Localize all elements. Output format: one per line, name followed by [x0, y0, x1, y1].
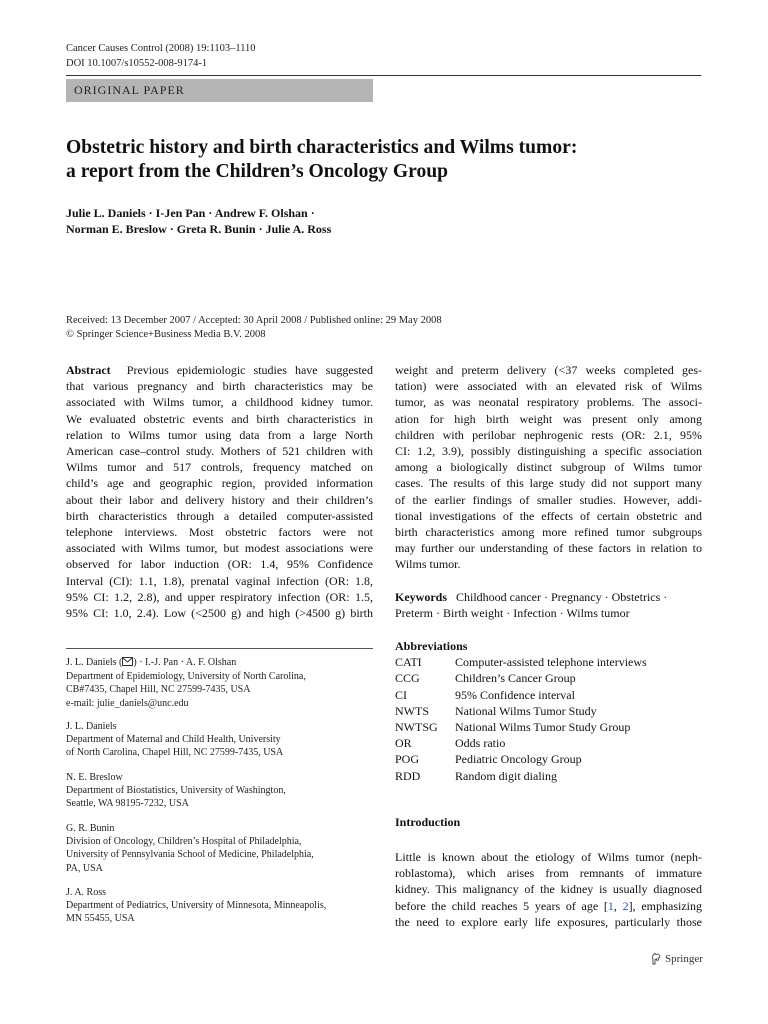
abbreviation-value: Pediatric Oncology Group [455, 752, 582, 767]
abstract-line: child’s age and geographic region, provided information [66, 476, 373, 491]
affiliation-line: CB#7435, Chapel Hill, NC 27599-7435, USA [66, 684, 251, 696]
abstract-label: Abstract [66, 363, 111, 377]
abstract-line: associated with Wilms tumor, but modest associations were [66, 541, 373, 556]
abstract-line: Interval (CI): 1.1, 1.8), prenatal vaginal infection (OR: 1.8, [66, 573, 373, 588]
abstract-left-column [66, 362, 373, 621]
intro-line: roblastoma), which arises from remnants of immature [395, 866, 702, 881]
abbreviation-key: NWTS [395, 703, 429, 718]
publisher-footer [650, 952, 703, 965]
affiliation-line: Division of Oncology, Children’s Hospital of Philadelphia, [66, 836, 302, 848]
abstract-right-column [395, 362, 702, 573]
abstract-line: relation to Wilms tumor using data from a large North [66, 427, 373, 442]
abstract-line: tation) were associated with an elevated risk of Wilms [395, 379, 702, 394]
doi: DOI 10.1007/s10552-008-9174-1 [66, 58, 208, 69]
abstract-line: observed for labor induction (OR: 1.4, 95% Confidence [66, 557, 373, 572]
author-list [66, 205, 706, 237]
intro-line: kidney. This malignancy of the kidney is usually diagnosed [395, 882, 702, 897]
article-history [66, 314, 706, 342]
abstract-line: weight and preterm delivery (<37 weeks completed ges- [395, 363, 702, 377]
abstract-line: 95% CI: 1.0, 2.4). Low (<2500 g) and high (>4500 g) birth [66, 606, 373, 621]
history-dates: Received: 13 December 2007 / Accepted: 30 April 2008 / Published online: 29 May 2008 [66, 315, 442, 326]
abbreviation-value: 95% Confidence interval [455, 687, 575, 702]
abstract-line: CI: 1.2, 3.9), possibly distinguishing a specific association [395, 444, 702, 459]
affiliation-authors: G. R. Bunin [66, 823, 115, 834]
citation-link-2[interactable]: 2 [622, 898, 629, 913]
abstract-line: ation for high birth weight was present only among [395, 411, 702, 426]
paper-title [66, 136, 706, 184]
abstract-line: may further our understanding of these factors in relation to [395, 541, 702, 556]
title-line-2: a report from the Children’s Oncology Group [66, 161, 449, 182]
keywords [395, 589, 702, 621]
abbreviations-title: Abbreviations [395, 639, 468, 653]
abbreviation-row [395, 670, 702, 686]
envelope-icon [122, 657, 133, 670]
abstract-line: that various pregnancy and birth characteristics may be [66, 379, 373, 394]
affiliation-authors: J. L. Daniels [66, 721, 117, 732]
abstract-line: American case–control study. Mothers of 521 children with [66, 444, 373, 459]
abstract-line: among a biologically distinct subgroup of Wilms tumor [395, 460, 702, 475]
abbreviation-value: Odds ratio [455, 736, 506, 751]
abstract-line: associated with Wilms tumor, a childhood kidney tumor. [66, 395, 373, 410]
abbreviation-row [395, 654, 702, 670]
authors-line-1: Julie L. Daniels · I-Jen Pan · Andrew F. Olshan · [66, 206, 315, 220]
springer-horse-icon [650, 952, 662, 965]
abbreviation-row [395, 735, 702, 751]
affiliation-authors: J. L. Daniels ( ) · I.-J. Pan · A. F. Olshan [66, 656, 373, 670]
affiliations-rule [66, 648, 373, 649]
abbreviation-key: RDD [395, 768, 421, 783]
abstract-line: birth characteristics through a detailed computer-assisted [66, 508, 373, 523]
abbreviation-row [395, 751, 702, 767]
abstract-line: of the earlier findings of smaller studies. However, addi- [395, 492, 702, 507]
abbreviation-row [395, 719, 702, 735]
abstract-line: Wilms tumor and 517 controls, frequency matched on [66, 460, 373, 475]
abbreviation-value: Random digit dialing [455, 768, 557, 783]
keywords-label: Keywords [395, 590, 447, 604]
abbreviation-key: CCG [395, 671, 420, 686]
intro-line: the need to explore early life exposures, particularly those [395, 914, 702, 929]
abstract-line: Abstract Previous epidemiologic studies have suggested [66, 363, 373, 377]
affiliation-line: Department of Pediatrics, University of Minnesota, Minneapolis, [66, 900, 327, 912]
affiliation-authors: N. E. Breslow [66, 772, 123, 783]
abbreviation-value: Children’s Cancer Group [455, 671, 576, 686]
abstract-line: birth characteristics among more refined tumor subgroups [395, 525, 702, 540]
copyright: © Springer Science+Business Media B.V. 2008 [66, 329, 266, 340]
authors-line-2: Norman E. Breslow · Greta R. Bunin · Julie A. Ross [66, 222, 332, 236]
abbreviations [395, 638, 702, 784]
abstract-line: 95% CI: 1.2, 2.8), and upper respiratory infection (OR: 1.5, [66, 589, 373, 604]
abbreviation-row [395, 703, 702, 719]
abbreviation-key: OR [395, 736, 412, 751]
intro-line: Little is known about the etiology of Wilms tumor (neph- [395, 850, 702, 864]
abstract-line: tumor, as was neonatal respiratory problems. The associ- [395, 395, 702, 410]
affiliation-line: PA, USA [66, 862, 103, 874]
citation-link-1[interactable]: 1 [607, 898, 614, 913]
affiliation-line: of North Carolina, Chapel Hill, NC 27599-7435, USA [66, 747, 284, 759]
abbreviation-value: National Wilms Tumor Study Group [455, 720, 631, 735]
affiliation-block [66, 656, 373, 710]
abbreviation-value: Computer-assisted telephone interviews [455, 655, 647, 670]
abbreviation-value: National Wilms Tumor Study [455, 703, 597, 718]
abstract-line: about their labor and delivery history and their children’s [66, 492, 373, 507]
affiliation-block [66, 720, 373, 760]
abbreviation-key: CI [395, 687, 407, 702]
intro-line: before the child reaches 5 years of age [1, 2], emphasizing [395, 898, 702, 913]
abbreviation-row [395, 768, 702, 784]
abstract-line: We evaluated obstetric events and birth characteristics in [66, 411, 373, 426]
abstract-line: tional investigations of the effects of certain obstetric and [395, 508, 702, 523]
abstract-line: children with perilobar nephrogenic rests (OR: 2.1, 95% [395, 427, 702, 442]
publisher-name: Springer [665, 952, 703, 965]
introduction-text [395, 849, 702, 930]
article-type-banner: ORIGINAL PAPER [66, 79, 373, 102]
abbreviation-key: POG [395, 752, 420, 767]
abstract-line: telephone interviews. Most obstetric factors were not [66, 525, 373, 540]
journal-header [66, 41, 256, 71]
affiliation-block [66, 771, 373, 811]
affiliation-line: Department of Epidemiology, University of North Carolina, [66, 671, 306, 683]
title-line-1: Obstetric history and birth characteristics and Wilms tumor: [66, 137, 578, 158]
abstract-line: cases. The results of this large study did not support many [395, 476, 702, 491]
affiliation-authors: J. A. Ross [66, 887, 107, 898]
affiliation-block [66, 822, 373, 875]
affiliation-line: Department of Biostatistics, University of Washington, [66, 785, 286, 797]
keywords-line-2: Preterm · Birth weight · Infection · Wilms tumor [395, 606, 630, 621]
abbreviation-row [395, 687, 702, 703]
abstract-line: Wilms tumor. [395, 557, 461, 572]
header-rule [66, 75, 701, 76]
abbreviation-key: NWTSG [395, 720, 438, 735]
abbreviation-key: CATI [395, 655, 422, 670]
section-heading: Introduction [395, 815, 461, 829]
affiliation-line: MN 55455, USA [66, 913, 135, 925]
journal-citation: Cancer Causes Control (2008) 19:1103–1110 [66, 43, 256, 54]
keywords-line-1: Keywords Childhood cancer · Pregnancy · Obstetrics · [395, 590, 668, 604]
affiliation-block [66, 886, 373, 926]
affiliation-line: University of Pennsylvania School of Medicine, Philadelphia, [66, 849, 314, 861]
affiliation-line: Seattle, WA 98195-7232, USA [66, 798, 189, 810]
author-email[interactable]: e-mail: julie_daniels@unc.edu [66, 697, 189, 709]
affiliation-line: Department of Maternal and Child Health, University [66, 734, 281, 746]
